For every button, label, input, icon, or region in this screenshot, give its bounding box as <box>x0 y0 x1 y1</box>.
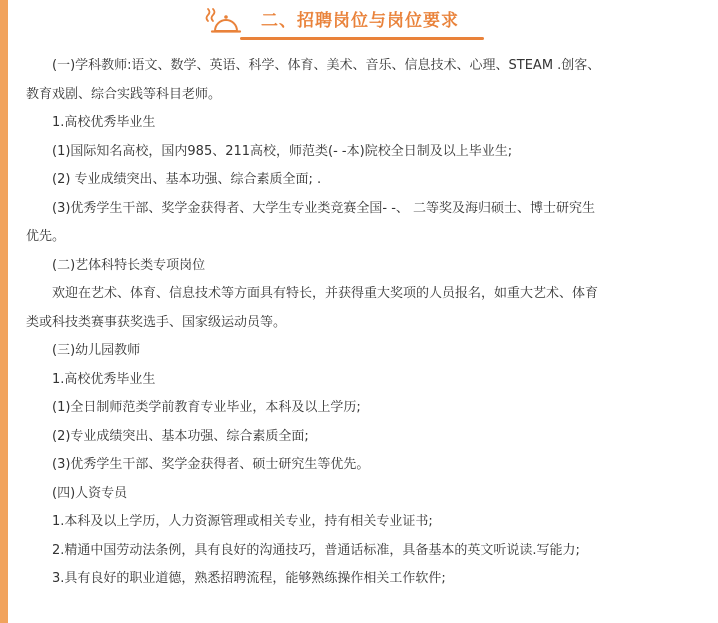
paragraph-line: (三)幼儿园教师 <box>52 343 141 358</box>
paragraph-line: 1.本科及以上学历，人力资源管理或相关专业，持有相关专业证书; <box>52 514 433 529</box>
paragraph-line: (1)国际知名高校，国内985、211高校，师范类(- -本)院校全日制及以上毕业生; <box>52 143 513 159</box>
section-title: 二、招聘岗位与岗位要求 <box>261 11 459 31</box>
paragraph-line: 优先。 <box>26 229 66 244</box>
paragraph-line: 2.精通中国劳动法条例，具有良好的沟通技巧，普通话标准，具备基本的英文听说读.写能力; <box>52 542 580 558</box>
title-underline <box>240 37 484 40</box>
dish-cloche-icon <box>200 6 242 40</box>
paragraph-line: (二)艺体科特长类专项岗位 <box>52 257 206 273</box>
paragraph-line: 类或科技类赛事获奖选手、国家级运动员等。 <box>26 314 287 330</box>
paragraph-line: 1.高校优秀毕业生 <box>52 371 156 387</box>
paragraph-line: (3)优秀学生干部、奖学金获得者、硕士研究生等优先。 <box>52 457 370 472</box>
paragraph-line: 欢迎在艺术、体育、信息技术等方面具有特长，并获得重大奖项的人员报名，如重大艺术、体育 <box>52 286 599 301</box>
paragraph-line: 1.高校优秀毕业生 <box>52 115 156 130</box>
paragraph-line: (2)专业成绩突出、基本功强、综合素质全面; <box>52 428 309 444</box>
paragraph-line: (1)全日制师范类学前教育专业毕业，本科及以上学历; <box>52 400 361 415</box>
paragraph-line: (一)学科教师:语文、数学、英语、科学、体育、美术、音乐、信息技术、心理、STEAM .创客、 <box>52 58 601 73</box>
paragraph-line: 教育戏剧、综合实践等科目老师。 <box>26 86 222 102</box>
paragraph-line: 3.具有良好的职业道德，熟悉招聘流程，能够熟练操作相关工作软件; <box>52 571 446 586</box>
section-header <box>200 6 488 40</box>
left-border-bar <box>0 0 8 623</box>
paragraph-line: (3)优秀学生干部、奖学金获得者、大学生专业类竞赛全国- -、 二等奖及海归硕士、博士研究生 <box>52 200 596 216</box>
article-body <box>26 52 690 594</box>
paragraph-line: (四)人资专员 <box>52 485 128 501</box>
paragraph-line: (2) 专业成绩突出、基本功强、综合素质全面; . <box>52 172 322 187</box>
